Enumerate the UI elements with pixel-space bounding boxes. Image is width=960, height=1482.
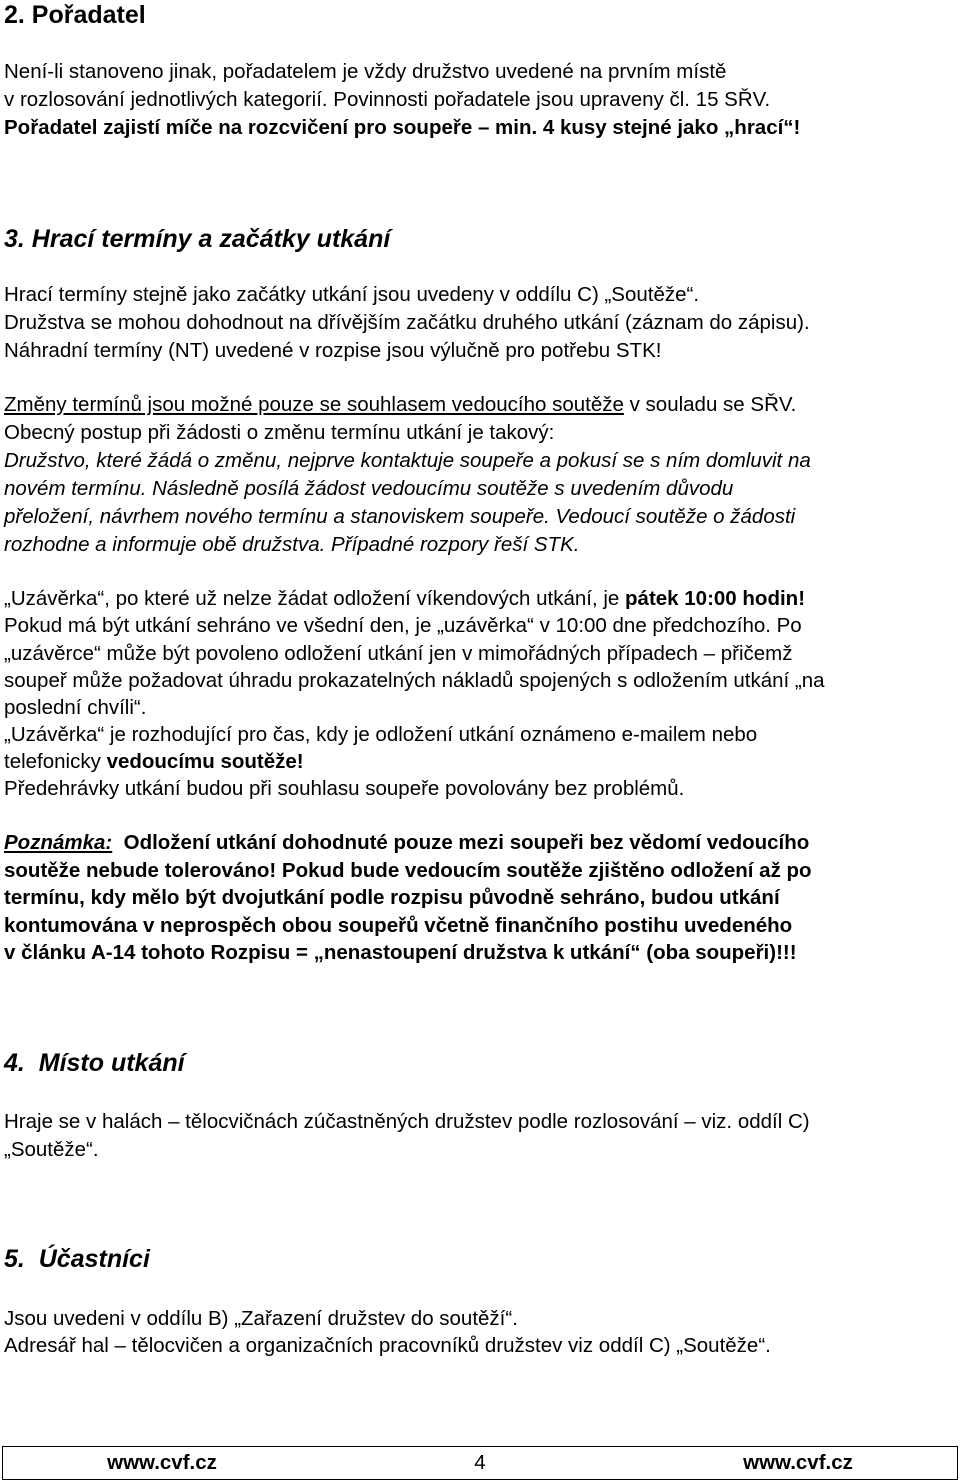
note-text-1: Odložení utkání dohodnuté pouze mezi soupeři bez vědomí vedoucího	[112, 831, 810, 854]
s3-p1-line-2: Družstva se mohou dohodnout na dřívějším začátku druhého utkání (záznam do zápisu).	[4, 311, 810, 334]
s3-p1-line-3: Náhradní termíny (NT) uvedené v rozpise jsou výlučně pro potřebu STK!	[4, 339, 662, 362]
s3-deadline-line-4: poslední chvíli“.	[4, 696, 147, 719]
section-3-title: 3. Hrací termíny a začátky utkání	[4, 225, 391, 253]
page-footer	[2, 1446, 958, 1480]
s2-line-2: v rozlosování jednotlivých kategorií. Povinnosti pořadatele jsou upraveny čl. 15 SŘV.	[4, 88, 771, 111]
decisive-bold: vedoucímu soutěže!	[106, 750, 304, 773]
s2-line-1: Není-li stanoveno jinak, pořadatelem je vždy družstvo uvedené na prvním místě	[4, 60, 727, 83]
footer-right-link[interactable]: www.cvf.cz	[743, 1451, 853, 1474]
s3-p1-line-1: Hrací termíny stejně jako začátky utkání jsou uvedeny v oddílu C) „Soutěže“.	[4, 283, 700, 306]
s2-line-3: Pořadatel zajistí míče na rozcvičení pro soupeře – min. 4 kusy stejné jako „hrací“!	[4, 116, 801, 139]
s3-note-line-2: soutěže nebude tolerováno! Pokud bude vedoucím soutěže zjištěno odložení až po	[4, 859, 812, 882]
s3-deadline-line-3: soupeř může požadovat úhradu prokazatelných nákladů spojených s odložením utkání „na	[4, 669, 825, 692]
s3-decisive-line-2	[4, 748, 956, 776]
s3-change-rule	[4, 391, 956, 419]
change-rule-underlined: Změny termínů jsou možné pouze se souhlasem vedoucího soutěže	[4, 393, 624, 416]
s3-procedure-line-3: přeložení, návrhem nového termínu a stanoviskem soupeře. Vedoucí soutěže o žádosti	[4, 505, 796, 528]
s5-line-1: Jsou uvedeni v oddílu B) „Zařazení družstev do soutěží“.	[4, 1307, 518, 1330]
page-number: 4	[474, 1451, 486, 1474]
section-4-title: 4. Místo utkání	[4, 1049, 185, 1077]
s3-note-line-1	[4, 829, 956, 857]
s3-note-line-5: v článku A-14 tohoto Rozpisu = „nenastoupení družstva k utkání“ (oba soupeři)!!!	[4, 941, 797, 964]
decisive-text: telefonicky	[4, 750, 107, 773]
note-label: Poznámka:	[4, 831, 113, 854]
change-rule-rest: v souladu se SŘV.	[623, 393, 797, 416]
s4-line-2: „Soutěže“.	[4, 1138, 99, 1161]
footer-left-link[interactable]: www.cvf.cz	[107, 1451, 217, 1474]
section-5-title: 5. Účastníci	[4, 1245, 150, 1273]
s3-procedure-intro: Obecný postup při žádosti o změnu termínu utkání je takový:	[4, 421, 555, 444]
s3-deadline-line-1: Pokud má být utkání sehráno ve všední den, je „uzávěrka“ v 10:00 dne předchozího. Po	[4, 614, 802, 637]
s5-line-2: Adresář hal – tělocvičen a organizačních pracovníků družstev viz oddíl C) „Soutěže“.	[4, 1334, 771, 1357]
deadline-time: pátek 10:00 hodin!	[625, 587, 806, 610]
s3-procedure-line-4: rozhodne a informuje obě družstva. Případné rozpory řeší STK.	[4, 533, 580, 556]
s3-note-line-3: termínu, kdy mělo být dvojutkání podle rozpisu původně sehráno, budou utkání	[4, 886, 780, 909]
section-2-title: 2. Pořadatel	[4, 1, 146, 29]
s3-note-line-4: kontumována v neprospěch obou soupeřů včetně finančního postihu uvedeného	[4, 914, 793, 937]
s3-deadline	[4, 585, 956, 613]
s3-decisive-line-1: „Uzávěrka“ je rozhodující pro čas, kdy je odložení utkání oznámeno e-mailem nebo	[4, 723, 758, 746]
s3-deadline-line-2: „uzávěrce“ může být povoleno odložení utkání jen v mimořádných případech – přičemž	[4, 642, 793, 665]
s3-procedure-line-1: Družstvo, které žádá o změnu, nejprve kontaktuje soupeře a pokusí se s ním domluvit na	[4, 449, 811, 472]
s4-line-1: Hraje se v halách – tělocvičnách zúčastněných družstev podle rozlosování – viz. oddíl C)	[4, 1110, 810, 1133]
deadline-text: „Uzávěrka“, po které už nelze žádat odložení víkendových utkání, je	[4, 587, 626, 610]
s3-prematch: Předehrávky utkání budou při souhlasu soupeře povolovány bez problémů.	[4, 777, 685, 800]
s3-procedure-line-2: novém termínu. Následně posílá žádost vedoucímu soutěže s uvedením důvodu	[4, 477, 734, 500]
